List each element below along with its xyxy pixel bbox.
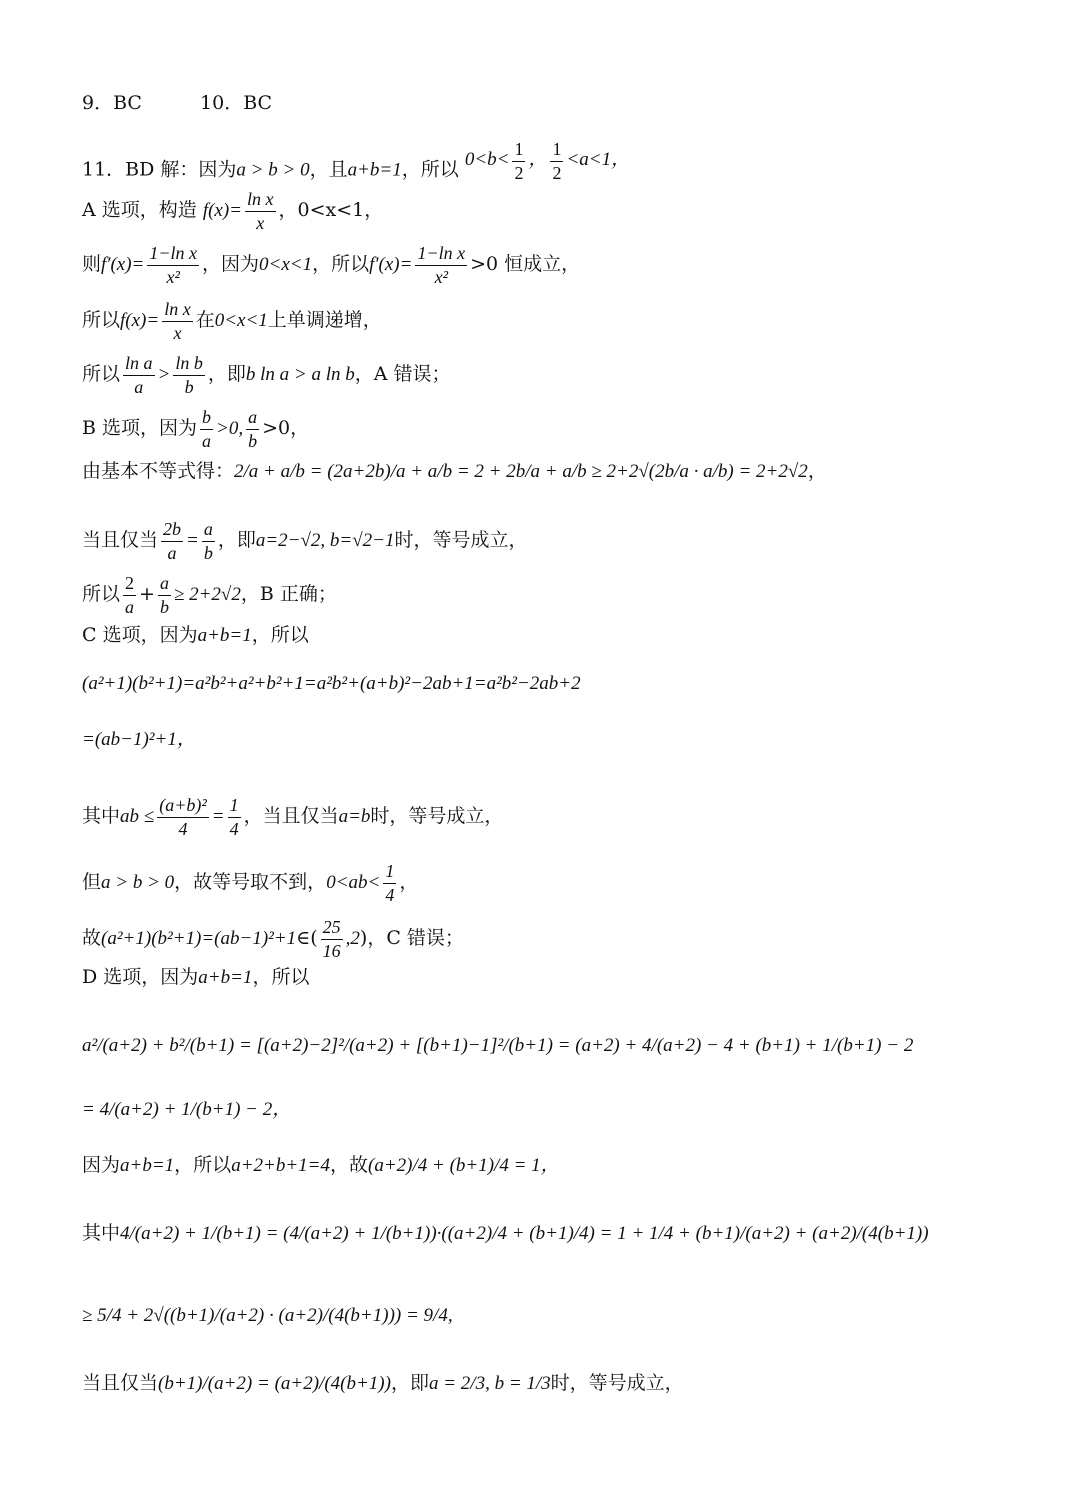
frac — [162, 298, 193, 344]
text: >0， — [262, 417, 310, 439]
optD-line-6 — [82, 1306, 453, 1325]
text: 所以 — [82, 363, 121, 385]
text: 时，等号成立， — [394, 529, 528, 551]
expansion: =(ab−1)²+1， — [82, 729, 196, 750]
math: f′(x)= — [101, 254, 145, 275]
text: ，即 — [207, 363, 246, 385]
optC-line-3 — [82, 730, 196, 749]
frac-den: 2 — [514, 162, 524, 183]
math: ,2 — [345, 928, 360, 949]
frac — [228, 794, 241, 840]
frac-den: 2 — [552, 162, 562, 183]
answer-line-9-10 — [82, 94, 272, 113]
expression: a²/(a+2) + b²/(b+1) = [(a+2)−2]²/(a+2) + [(b+1)−1]²/(b+1) = (a+2) + 4/(a+2) − 4 + (b+1) + 1/(b+1) − 2 — [82, 1035, 914, 1056]
text: ，当且仅当 — [243, 805, 339, 827]
text: 当且仅当 — [82, 1372, 159, 1394]
math: > — [157, 364, 171, 385]
frac-num: 1 — [383, 860, 396, 884]
frac-den: a — [125, 596, 135, 617]
math: = — [211, 806, 225, 827]
frac-den: b — [159, 596, 169, 617]
text: 上单调递增， — [267, 309, 382, 331]
text: ，即 — [217, 529, 256, 551]
text: ，C 错误； — [367, 927, 464, 949]
frac-num: 2b — [161, 518, 183, 542]
frac — [321, 916, 343, 962]
inequality: 2/a + a/b = (2a+2b)/a + a/b = 2 + 2b/a + a/b ≥ 2+2√(2b/a · a/b) = 2+2√2 — [234, 461, 808, 482]
text: 由基本不等式得： — [82, 460, 235, 482]
math: f′(x)= — [369, 254, 413, 275]
text: ，B 正确； — [240, 583, 337, 605]
frac-den: b — [248, 430, 258, 451]
frac-num: ln x — [245, 188, 276, 212]
text: ，因为 — [202, 253, 260, 275]
math: a+2+b+1=4 — [231, 1155, 330, 1176]
text: D 选项，因为 — [82, 966, 199, 988]
optA-line-1 — [82, 188, 383, 234]
expression: = 4/(a+2) + 1/(b+1) − 2， — [82, 1099, 292, 1120]
math: = — [186, 530, 199, 551]
text: 当且仅当 — [82, 529, 159, 551]
text: ，所以 — [174, 1154, 232, 1176]
frac — [202, 518, 215, 564]
range-a: <a<1 — [566, 149, 612, 171]
text: 故 — [82, 927, 102, 949]
frac-num: 1 — [550, 138, 563, 162]
math: 0<x<1 — [214, 310, 268, 331]
math: a = 2/3, b = 1/3 — [428, 1373, 551, 1394]
frac — [147, 242, 199, 288]
q11-range: 0<b< $\frac{1}{2}$ ， $\frac{1}{2}$ <a<1， — [464, 139, 631, 183]
text: ，所以 — [252, 966, 310, 988]
math: >0, — [216, 418, 244, 439]
frac — [383, 860, 396, 906]
frac-num: ln x — [162, 298, 193, 322]
text: ，0<x<1， — [278, 199, 384, 221]
text: ，A 错误； — [354, 363, 451, 385]
math: ab ≤ — [120, 806, 155, 827]
frac — [123, 572, 136, 618]
math: a=2−√2, b=√2−1 — [255, 530, 395, 551]
frac-num: ln a — [123, 352, 155, 376]
math: 0<ab< — [326, 872, 381, 893]
text: 所以 — [82, 583, 121, 605]
optC-line-5 — [82, 860, 418, 906]
frac-half-2 — [550, 138, 563, 184]
frac — [173, 352, 205, 398]
frac-num: ln b — [173, 352, 205, 376]
frac-den: x — [173, 322, 182, 343]
q11-intro-text-3: ，所以 — [401, 158, 459, 181]
math: ≥ 2+2√2 — [173, 584, 241, 605]
optA-line-2 — [82, 242, 580, 288]
q11-sum-condition: a+b=1 — [347, 159, 402, 181]
text: B 选项，因为 — [82, 417, 198, 439]
optB-line-2 — [82, 462, 827, 481]
math: a=b — [338, 806, 371, 827]
frac — [200, 406, 213, 452]
frac-den: 16 — [322, 940, 341, 961]
text: ，故等号取不到， — [174, 871, 327, 893]
frac-num: 1 — [228, 794, 241, 818]
frac-num: 1−ln x — [415, 242, 467, 266]
frac-num: a — [158, 572, 171, 596]
text: 因为 — [82, 1154, 121, 1176]
optC-line-4 — [82, 794, 503, 840]
answer-10: 10．BC — [200, 92, 273, 114]
math: b ln a > a ln b — [245, 364, 355, 385]
optD-line-4 — [82, 1156, 560, 1175]
frac-half-1 — [512, 138, 525, 184]
frac-den: x² — [434, 266, 448, 287]
math: a > b > 0 — [101, 872, 175, 893]
optD-line-7 — [82, 1374, 684, 1393]
q11-intro-text: 11．BD 解：因为 — [82, 158, 237, 181]
frac-den: a — [134, 376, 144, 397]
math: (b+1)/(a+2) = (a+2)/(4(b+1)) — [158, 1373, 391, 1394]
q11-condition: a > b > 0 — [236, 159, 310, 181]
text: 其中 — [82, 1222, 121, 1244]
frac-num: 1 — [512, 138, 525, 162]
text: 其中 — [82, 805, 121, 827]
text: 时，等号成立， — [370, 805, 504, 827]
frac-num: (a+b)² — [157, 794, 209, 818]
optB-line-1 — [82, 406, 309, 452]
text: 则 — [82, 253, 102, 275]
text: 在 — [195, 309, 215, 331]
frac-den: b — [203, 542, 213, 563]
frac-den: x — [256, 212, 265, 233]
math: f(x)= — [202, 200, 242, 221]
frac-num: 1−ln x — [147, 242, 199, 266]
math: a+b=1 — [198, 967, 253, 988]
frac-num: 25 — [321, 916, 343, 940]
text: ，即 — [390, 1372, 429, 1394]
text: ， — [399, 871, 419, 893]
text: A 选项，构造 — [82, 199, 197, 221]
optD-line-5 — [82, 1224, 929, 1243]
math: a+b=1 — [120, 1155, 175, 1176]
frac-num: b — [200, 406, 213, 430]
text: >0 恒成立， — [470, 253, 581, 275]
range-b: 0<b< — [464, 149, 510, 171]
frac-den: 4 — [229, 818, 239, 839]
frac-num: a — [202, 518, 215, 542]
text: 时，等号成立， — [550, 1372, 684, 1394]
text: 所以 — [82, 309, 121, 331]
text: ，所以 — [312, 253, 370, 275]
expansion: (a²+1)(b²+1)=a²b²+a²+b²+1=a²b²+(a+b)²−2ab+1=a²b²−2ab+2 — [82, 673, 581, 694]
frac — [123, 352, 155, 398]
optB-line-3 — [82, 518, 528, 564]
optB-line-4: 所以 $\frac{2}{a}$ + $\frac{a}{b}$ ≥ 2+2√2，B 正确； — [82, 573, 337, 617]
math: (a+2)/4 + (b+1)/4 = 1， — [368, 1155, 560, 1176]
optC-line-2 — [82, 674, 581, 693]
text: ，故 — [329, 1154, 368, 1176]
math: 0<x<1 — [259, 254, 313, 275]
frac-den: x² — [166, 266, 180, 287]
optD-line-1 — [82, 968, 309, 987]
frac-num: a — [246, 406, 259, 430]
frac — [245, 188, 276, 234]
optC-line-1 — [82, 626, 309, 645]
text: ，所以 — [251, 624, 309, 646]
math: (a²+1)(b²+1)=(ab−1)²+1∈ — [101, 928, 311, 949]
frac — [157, 794, 209, 840]
answer-9: 9．BC — [82, 92, 142, 114]
expression: 4/(a+2) + 1/(b+1) = (4/(a+2) + 1/(b+1))·((a+2)/4 + (b+1)/4) = 1 + 1/4 + (b+1)/(a+2) + (a+2)/(4(b+1)) — [120, 1223, 929, 1244]
text: ， — [807, 460, 827, 482]
frac-den: a — [202, 430, 212, 451]
math: a+b=1 — [197, 625, 252, 646]
frac-den: a — [167, 542, 177, 563]
math: f(x)= — [120, 310, 160, 331]
q11-intro-text-2: ，且 — [309, 158, 348, 181]
frac-num: 2 — [123, 572, 136, 596]
optD-line-2 — [82, 1036, 913, 1055]
optD-line-3 — [82, 1100, 291, 1119]
frac — [158, 572, 171, 618]
text: 但 — [82, 871, 102, 893]
frac — [415, 242, 467, 288]
optC-line-6: 故(a²+1)(b²+1)=(ab−1)²+1∈( $\frac{25}{16}$ ,2)，C 错误； — [82, 917, 464, 961]
frac-den: b — [184, 376, 194, 397]
text: C 选项，因为 — [82, 624, 198, 646]
frac — [161, 518, 183, 564]
expression: ≥ 5/4 + 2√((b+1)/(a+2) · (a+2)/(4(b+1))) = 9/4, — [82, 1305, 453, 1326]
frac-den: 4 — [178, 818, 188, 839]
frac-den: 4 — [385, 884, 395, 905]
optA-line-3 — [82, 298, 382, 344]
optA-line-4 — [82, 352, 451, 398]
frac — [246, 406, 259, 452]
